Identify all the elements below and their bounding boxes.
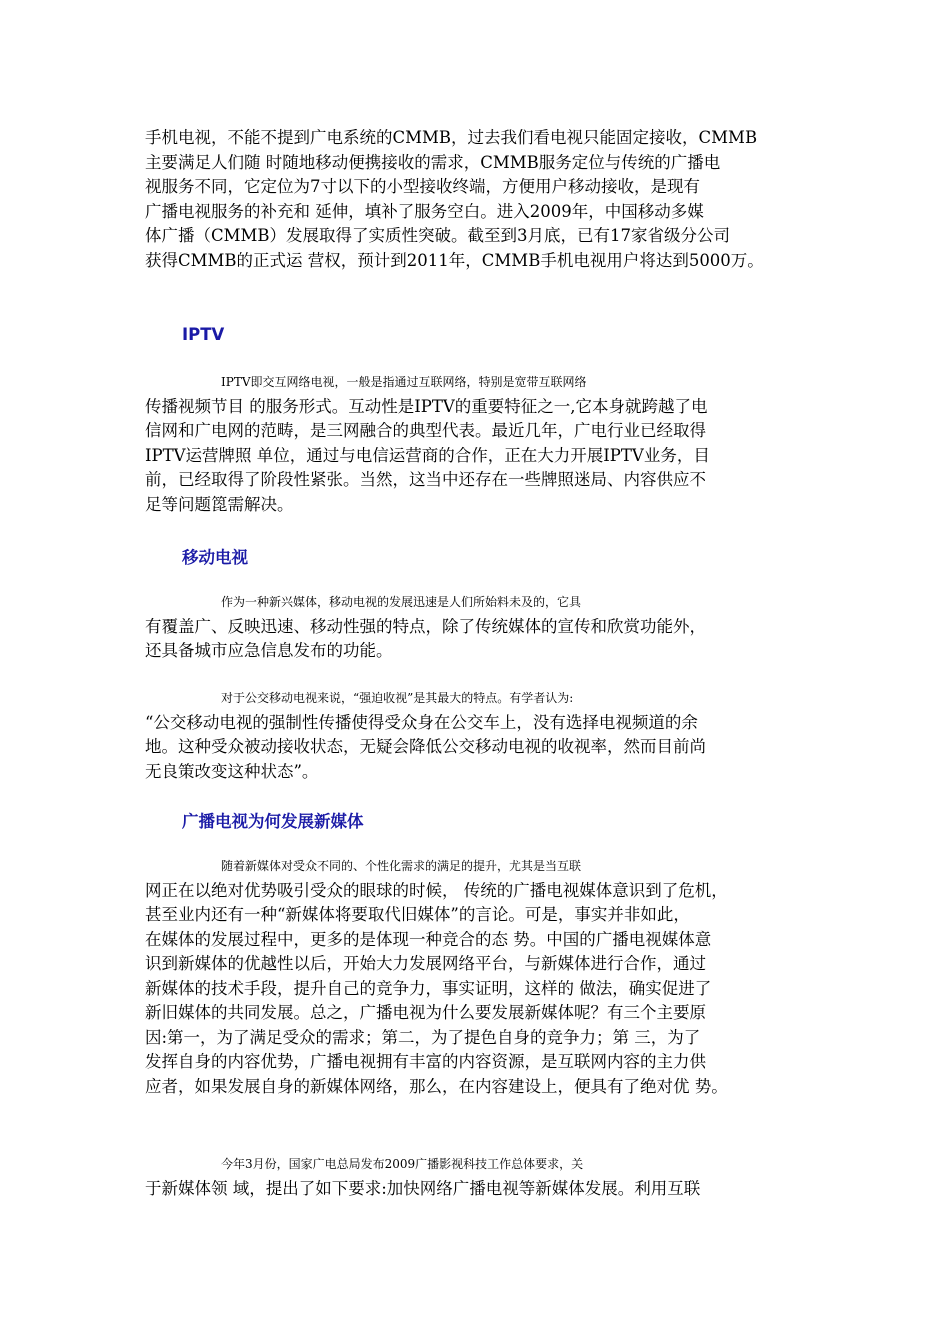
text-line: 广播电视服务的补充和 延伸，填补了服务空白。进入2009年，中国移动多媒 — [145, 201, 704, 221]
text-line: 作为一种新兴媒体，移动电视的发展迅速是人们所始料未及的，它具 — [221, 595, 582, 609]
text-line: 于新媒体领 域，提出了如下要求:加快网络广播电视等新媒体发展。利用互联 — [145, 1178, 701, 1198]
text-line: “公交移动电视的强制性传播使得受众身在公交车上，没有选择电视频道的余 — [145, 712, 698, 732]
text-line: 传播视频节目 的服务形式。互动性是IPTV的重要特征之一,它本身就跨越了电 — [145, 396, 708, 416]
text-line: 甚至业内还有一种“新媒体将要取代旧媒体”的言论。可是，事实并非如此， — [145, 905, 690, 924]
text-line: 信网和广电网的范畴，是三网融合的典型代表。最近几年，广电行业已经取得 — [145, 421, 706, 440]
text-line: 对于公交移动电视来说，“强迫收视”是其最大的特点。有学者认为: — [221, 691, 574, 705]
text-line: IPTV即交互网络电视，一般是指通过互联网络，特别是宽带互联网络 — [221, 375, 587, 389]
paragraph-mobile-tv — [145, 590, 825, 664]
text-line: 前，已经取得了阶段性紧张。当然，这当中还存在一些牌照迷局、内容供应不 — [145, 470, 706, 489]
paragraph-iptv — [145, 370, 825, 517]
text-line: 发挥自身的内容优势，广播电视拥有丰富的内容资源，是互联网内容的主力供 — [145, 1052, 706, 1071]
section-heading-why-new-media: 广播电视为何发展新媒体 — [182, 812, 364, 831]
text-line: 新媒体的技术手段，提升自己的竞争力，事实证明，这样的 做法，确实促进了 — [145, 978, 712, 998]
text-line: 因:第一，为了满足受众的需求；第二，为了提色自身的竞争力；第 三，为了 — [145, 1027, 701, 1047]
text-line: 无良策改变这种状态”。 — [145, 761, 319, 781]
paragraph-sarft-requirements — [145, 1152, 825, 1201]
text-line: 随着新媒体对受众不同的、个性化需求的满足的提升，尤其是当互联 — [221, 859, 582, 873]
text-line: 在媒体的发展过程中，更多的是体现一种竞合的态 势。中国的广播电视媒体意 — [145, 929, 712, 949]
text-line: 视服务不同，它定位为7寸以下的小型接收终端，方便用户移动接收，是现有 — [145, 177, 700, 196]
text-line: 识到新媒体的优越性以后，开始大力发展网络平台，与新媒体进行合作，通过 — [145, 954, 706, 973]
paragraph-cmmb — [145, 126, 825, 273]
text-line: 主要满足人们随 时随地移动便携接收的需求，CMMB服务定位与传统的广播电 — [145, 152, 721, 172]
section-heading-iptv: IPTV — [182, 325, 225, 344]
text-line: 获得CMMB的正式运 营权，预计到2011年，CMMB手机电视用户将达到5000万。 — [145, 250, 764, 270]
text-line: 足等问题箆需解决。 — [145, 494, 294, 514]
text-line: 体广播（CMMB）发展取得了实质性突破。截至到3月底，已有17家省级分公司 — [145, 226, 731, 245]
text-line: 还具备城市应急信息发布的功能。 — [145, 641, 393, 660]
text-line: 有覆盖广、反映迅速、移动性强的特点，除了传统媒体的宣传和欣赏功能外， — [145, 616, 706, 636]
text-line: 应者，如果发展自身的新媒体网络，那么，在内容建设上，便具有了绝对优 势。 — [145, 1076, 728, 1096]
paragraph-why-new-media — [145, 854, 825, 1099]
section-heading-mobile-tv: 移动电视 — [182, 548, 248, 567]
text-line: 新旧媒体的共同发展。总之，广播电视为什么要发展新媒体呢？有三个主要原 — [145, 1003, 706, 1022]
text-line: 手机电视，不能不提到广电系统的CMMB，过去我们看电视只能固定接收，CMMB — [145, 128, 758, 147]
text-line: 网正在以绝对优势吸引受众的眼球的时候， 传统的广播电视媒体意识到了危机， — [145, 880, 728, 900]
text-line: 今年3月份，国家广电总局发布2009广播影视科技工作总体要求，关 — [221, 1157, 584, 1171]
paragraph-bus-tv — [145, 686, 825, 784]
text-line: IPTV运营牌照 单位，通过与电信运营商的合作，正在大力开展IPTV业务，目 — [145, 445, 710, 465]
text-line: 地。这种受众被动接收状态，无疑会降低公交移动电视的收视率，然而目前尚 — [145, 737, 706, 756]
